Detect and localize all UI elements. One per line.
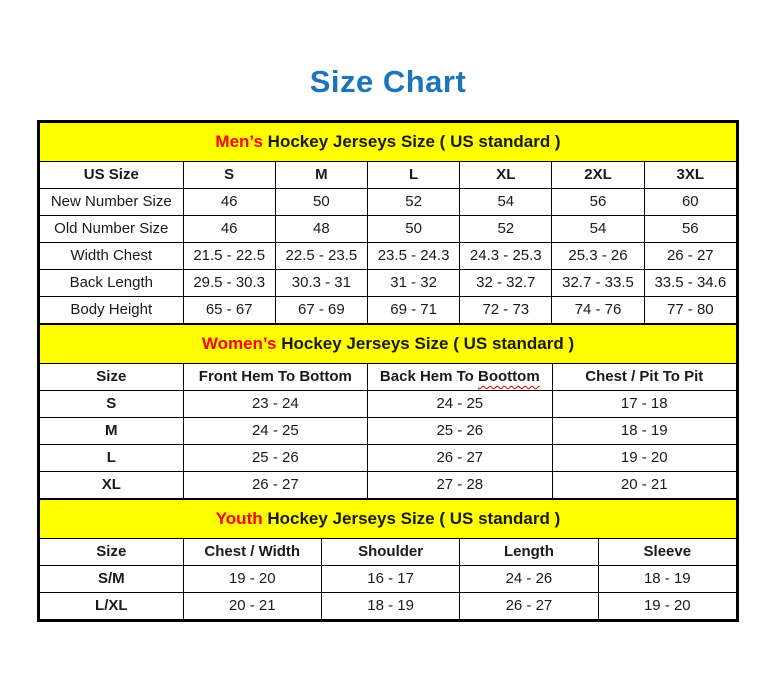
value-cell: 22.5 - 23.5 — [275, 243, 367, 270]
table-row — [40, 270, 737, 297]
column-header-text: Back Hem To — [379, 368, 474, 385]
value-cell: 74 - 76 — [552, 297, 644, 324]
womens-column-header-row — [40, 364, 737, 391]
value-cell: 32 - 32.7 — [460, 270, 552, 297]
value-cell: 23.5 - 24.3 — [367, 243, 459, 270]
value-cell: 24 - 25 — [183, 418, 367, 445]
table-row — [40, 189, 737, 216]
value-cell: 52 — [460, 216, 552, 243]
table-row — [40, 593, 737, 620]
row-label-cell: Old Number Size — [40, 216, 184, 243]
mens-size-table — [39, 122, 737, 324]
value-cell: 56 — [552, 189, 644, 216]
mens-section-title — [40, 123, 737, 162]
youth-section-title — [40, 500, 737, 539]
column-header: 2XL — [552, 162, 644, 189]
row-label-cell: Body Height — [40, 297, 184, 324]
column-header: M — [275, 162, 367, 189]
youth-section-title-highlight: Youth — [215, 509, 263, 528]
table-row — [40, 472, 737, 499]
value-cell: 19 - 20 — [183, 566, 321, 593]
column-header: Chest / Width — [183, 539, 321, 566]
value-cell: 24 - 26 — [460, 566, 598, 593]
row-label-cell: New Number Size — [40, 189, 184, 216]
mens-section-header-row — [40, 123, 737, 162]
value-cell: 46 — [183, 216, 275, 243]
value-cell: 25 - 26 — [183, 445, 367, 472]
youth-size-table — [39, 499, 737, 620]
value-cell: 67 - 69 — [275, 297, 367, 324]
row-label-cell: M — [40, 418, 184, 445]
page-title: Size Chart — [309, 64, 467, 99]
column-header: L — [367, 162, 459, 189]
value-cell: 18 - 19 — [321, 593, 459, 620]
value-cell: 27 - 28 — [368, 472, 552, 499]
womens-section-title — [40, 325, 737, 364]
value-cell: 56 — [644, 216, 736, 243]
youth-section-title-rest: Hockey Jerseys Size ( US standard ) — [262, 509, 561, 528]
row-label-cell: XL — [40, 472, 184, 499]
value-cell: 31 - 32 — [367, 270, 459, 297]
value-cell: 21.5 - 22.5 — [183, 243, 275, 270]
value-cell: 20 - 21 — [183, 593, 321, 620]
value-cell: 52 — [367, 189, 459, 216]
column-header: 3XL — [644, 162, 736, 189]
value-cell: 77 - 80 — [644, 297, 736, 324]
value-cell: 29.5 - 30.3 — [183, 270, 275, 297]
value-cell: 33.5 - 34.6 — [644, 270, 736, 297]
value-cell: 17 - 18 — [552, 391, 736, 418]
column-header: XL — [460, 162, 552, 189]
youth-table-body — [40, 566, 737, 620]
column-header: S — [183, 162, 275, 189]
value-cell: 23 - 24 — [183, 391, 367, 418]
womens-section-title-rest: Hockey Jerseys Size ( US standard ) — [276, 334, 575, 353]
value-cell: 19 - 20 — [552, 445, 736, 472]
table-row — [40, 216, 737, 243]
value-cell: 60 — [644, 189, 736, 216]
table-row — [40, 566, 737, 593]
column-header: Front Hem To Bottom — [183, 364, 367, 391]
value-cell: 24 - 25 — [368, 391, 552, 418]
youth-section-header-row — [40, 500, 737, 539]
value-cell: 16 - 17 — [321, 566, 459, 593]
value-cell: 32.7 - 33.5 — [552, 270, 644, 297]
value-cell: 54 — [552, 216, 644, 243]
column-header: Size — [40, 539, 184, 566]
value-cell: 65 - 67 — [183, 297, 275, 324]
row-label-cell: L/XL — [40, 593, 184, 620]
value-cell: 30.3 - 31 — [275, 270, 367, 297]
mens-section-title-highlight: Men’s — [215, 132, 263, 151]
womens-table-body — [40, 391, 737, 499]
mens-table-body — [40, 189, 737, 324]
value-cell: 26 - 27 — [183, 472, 367, 499]
value-cell: 46 — [183, 189, 275, 216]
value-cell: 26 - 27 — [368, 445, 552, 472]
value-cell: 69 - 71 — [367, 297, 459, 324]
value-cell: 50 — [367, 216, 459, 243]
value-cell: 25 - 26 — [368, 418, 552, 445]
column-header: Sleeve — [598, 539, 736, 566]
column-header: US Size — [40, 162, 184, 189]
row-label-cell: Back Length — [40, 270, 184, 297]
table-row — [40, 391, 737, 418]
table-row — [40, 418, 737, 445]
row-label-cell: S/M — [40, 566, 184, 593]
value-cell: 48 — [275, 216, 367, 243]
value-cell: 18 - 19 — [552, 418, 736, 445]
row-label-cell: L — [40, 445, 184, 472]
column-header: Size — [40, 364, 184, 391]
row-label-cell: S — [40, 391, 184, 418]
value-cell: 20 - 21 — [552, 472, 736, 499]
misspelled-word: Boottom — [478, 368, 540, 385]
table-row — [40, 445, 737, 472]
row-label-cell: Width Chest — [40, 243, 184, 270]
value-cell: 25.3 - 26 — [552, 243, 644, 270]
womens-section-header-row — [40, 325, 737, 364]
womens-size-table — [39, 324, 737, 499]
value-cell: 50 — [275, 189, 367, 216]
mens-section-title-rest: Hockey Jerseys Size ( US standard ) — [262, 132, 561, 151]
value-cell: 26 - 27 — [644, 243, 736, 270]
womens-section-title-highlight: Women’s — [201, 334, 277, 353]
column-header — [368, 364, 552, 391]
mens-column-header-row — [40, 162, 737, 189]
size-chart-container — [37, 120, 739, 622]
table-row — [40, 297, 737, 324]
column-header: Chest / Pit To Pit — [552, 364, 736, 391]
value-cell: 26 - 27 — [460, 593, 598, 620]
value-cell: 24.3 - 25.3 — [460, 243, 552, 270]
value-cell: 19 - 20 — [598, 593, 736, 620]
column-header: Length — [460, 539, 598, 566]
value-cell: 18 - 19 — [598, 566, 736, 593]
column-header: Shoulder — [321, 539, 459, 566]
value-cell: 54 — [460, 189, 552, 216]
value-cell: 72 - 73 — [460, 297, 552, 324]
table-row — [40, 243, 737, 270]
youth-column-header-row — [40, 539, 737, 566]
